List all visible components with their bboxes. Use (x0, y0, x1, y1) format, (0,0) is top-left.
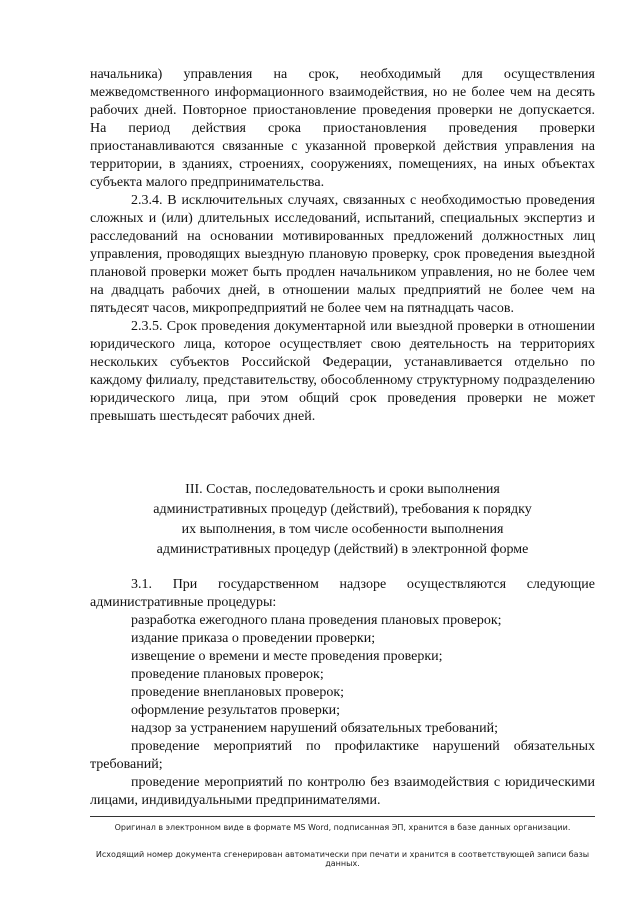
heading-line: III. Состав, последовательность и сроки выполнения (185, 482, 500, 497)
list-item: проведение плановых проверок; (131, 667, 324, 682)
document-page (90, 66, 595, 810)
list-item: надзор за устранением нарушений обязательных требований; (131, 721, 498, 736)
paragraph-2-3-5: 2.3.5. Срок проведения документарной или выездной проверки в отношении юридического лица, которое осуществляет свою деятельность на территориях нескольких субъектов Российской Федерации, устанавливается отдельно по каждому филиалу, представительству, обособленному структурному подразделению юридического лица, при этом общий срок проведения проверки не может превышать шестьдесят рабочих дней. (90, 319, 595, 424)
paragraph-continuation: начальника) управления на срок, необходимый для осуществления межведомственного информационного взаимодействия, но не более чем на десять рабочих дней. Повторное приостановление проведения проверки не допускается. На период действия срока приостановления проведения проверки приостанавливаются связанные с указанной проверкой действия управления на территории, в зданиях, строениях, сооружениях, помещениях, на иных объектах субъекта малого предпринимательства. (90, 67, 595, 190)
list-item: проведение мероприятий по профилактике нарушений обязательных требований; (90, 739, 595, 772)
list-item: проведение мероприятий по контролю без взаимодействия с юридическими лицами, индивидуальными предпринимателями. (90, 775, 595, 808)
heading-line: административных процедур (действий) в электронной форме (156, 542, 529, 557)
list-item: разработка ежегодного плана проведения плановых проверок; (131, 613, 502, 628)
footer-note-number: Исходящий номер документа сгенерирован автоматически при печати и хранится в соответствующей записи базы данных. (95, 850, 590, 868)
section-heading (90, 480, 595, 560)
heading-line: административных процедур (действий), требования к порядку (153, 502, 532, 517)
paragraph-3-1: 3.1. При государственном надзоре осуществляются следующие административные процедуры: (90, 577, 595, 610)
list-item: оформление результатов проверки; (131, 703, 341, 718)
list-item: проведение внеплановых проверок; (131, 685, 345, 700)
footer-note-original: Оригинал в электронном виде в формате MS Word, подписанная ЭП, хранится в базе данных организации. (114, 823, 571, 832)
heading-line: их выполнения, в том числе особенности выполнения (181, 522, 504, 537)
paragraph-2-3-4: 2.3.4. В исключительных случаях, связанных с необходимостью проведения сложных и (или) длительных исследований, испытаний, специальных экспертиз и расследований на основании мотивированных предложений должностных лиц управления, проводящих выездную плановую проверку, срок проведения выездной плановой проверки может быть продлен начальником управления, но не более чем на двадцать рабочих дней, в отношении малых предприятий не более чем на пятьдесят часов, микропредприятий не более чем на пятнадцать часов. (90, 193, 595, 316)
list-item: извещение о времени и месте проведения проверки; (131, 649, 443, 664)
document-footer (90, 816, 595, 868)
list-item: издание приказа о проведении проверки; (131, 631, 376, 646)
